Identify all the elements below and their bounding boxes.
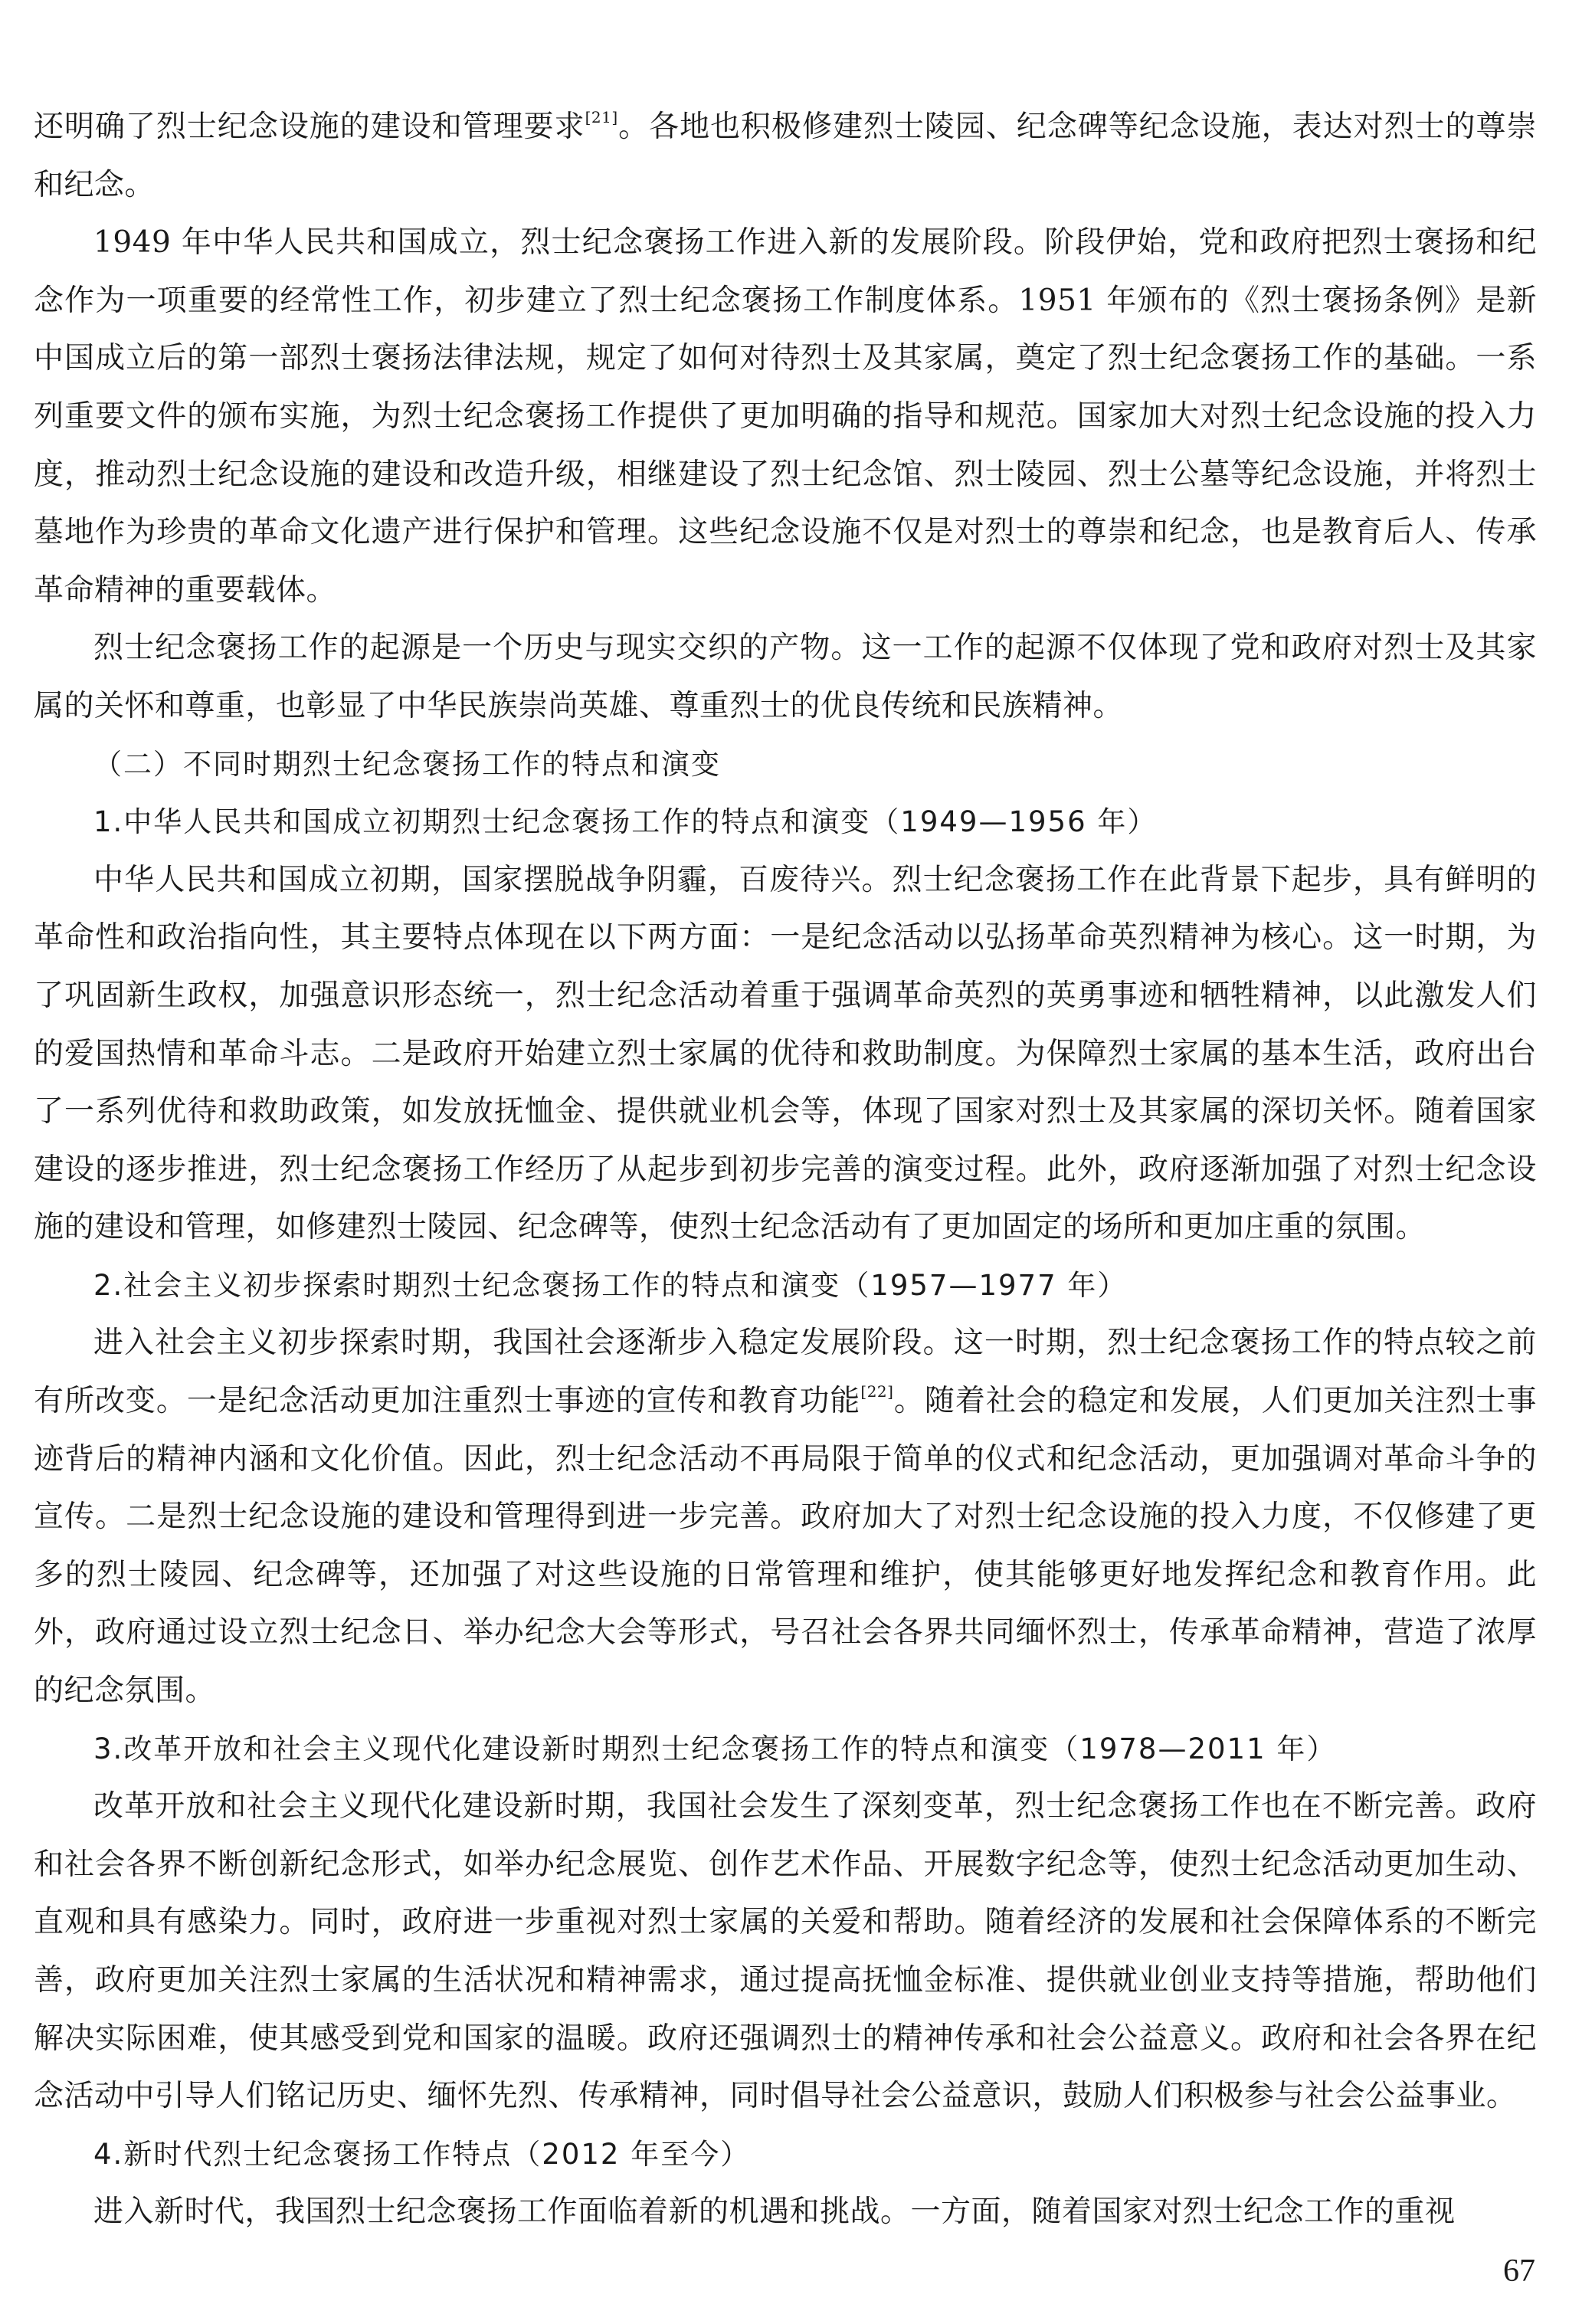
heading-text: 4.新时代烈士纪念褒扬工作特点（2012 年至今） <box>93 2137 751 2171</box>
section-heading-2 <box>34 736 1537 794</box>
text-segment: 进入社会主义初步探索时期，我国社会逐渐步入稳定发展阶段。这一时期，烈士纪念褒扬工作的特点较之前有所改变。一是纪念活动更加注重烈士事迹的宣传和教育功能 <box>34 1326 1537 1419</box>
text-segment: 。各地也积极修建烈士陵园、纪念碑等纪念设施，表达对烈士的尊崇和纪念。 <box>34 110 1537 202</box>
citation-22: [22] <box>860 1382 894 1401</box>
text-segment: 进入新时代，我国烈士纪念褒扬工作面临着新的机遇和挑战。一方面，随着国家对烈士纪念工作的重视 <box>93 2195 1456 2230</box>
text-segment: 改革开放和社会主义现代化建设新时期，我国社会发生了深刻变革，烈士纪念褒扬工作也在不断完善。政府和社会各界不断创新纪念形式，如举办纪念展览、创作艺术作品、开展数字纪念等，使烈士纪念活动更加生动、直观和具有感染力。同时，政府进一步重视对烈士家属的关爱和帮助。随着经济的发展和社会保障体系的不断完善，政府更加关注烈士家属的生活状况和精神需求，通过提高抚恤金标准、提供就业创业支持等措施，帮助他们解决实际困难，使其感受到党和国家的温暖。政府还强调烈士的精神传承和社会公益意义。政府和社会各界在纪念活动中引导人们铭记历史、缅怀先烈、传承精神，同时倡导社会公益意识，鼓励人们积极参与社会公益事业。 <box>34 1789 1537 2114</box>
article-body <box>34 98 1537 2241</box>
text-segment: 。随着社会的稳定和发展，人们更加关注烈士事迹背后的精神内涵和文化价值。因此，烈士纪念活动不再局限于简单的仪式和纪念活动，更加强调对革命斗争的宣传。二是烈士纪念设施的建设和管理得到进一步完善。政府加大了对烈士纪念设施的投入力度，不仅修建了更多的烈士陵园、纪念碑等，还加强了对这些设施的日常管理和维护，使其能够更好地发挥纪念和教育作用。此外，政府通过设立烈士纪念日、举办纪念大会等形式，号召社会各界共同缅怀烈士，传承革命精神，营造了浓厚的纪念氛围。 <box>34 1384 1537 1709</box>
paragraph-3 <box>34 619 1537 735</box>
paragraph-2 <box>34 214 1537 619</box>
paragraph-6 <box>34 1778 1537 2126</box>
text-segment: 还明确了烈士纪念设施的建设和管理要求 <box>34 110 585 144</box>
paragraph-5 <box>34 1314 1537 1719</box>
subsection-heading-3 <box>34 1720 1537 1778</box>
paragraph-7 <box>34 2183 1537 2241</box>
citation-21: [21] <box>585 108 618 126</box>
subsection-heading-4 <box>34 2126 1537 2184</box>
heading-text: （二）不同时期烈士纪念褒扬工作的特点和演变 <box>93 747 721 781</box>
paragraph-4 <box>34 851 1537 1257</box>
paragraph-1 <box>34 98 1537 214</box>
text-segment: 1949 年中华人民共和国成立，烈士纪念褒扬工作进入新的发展阶段。阶段伊始，党和政府把烈士褒扬和纪念作为一项重要的经常性工作，初步建立了烈士纪念褒扬工作制度体系。1951 年颁布的《烈士褒扬条例》是新中国成立后的第一部烈士褒扬法律法规，规定了如何对待烈士及其家属，奠定了烈士纪念褒扬工作的基础。一系列重要文件的颁布实施，为烈士纪念褒扬工作提供了更加明确的指导和规范。国家加大对烈士纪念设施的投入力度，推动烈士纪念设施的建设和改造升级，相继建设了烈士纪念馆、烈士陵园、烈士公墓等纪念设施，并将烈士墓地作为珍贵的革命文化遗产进行保护和管理。这些纪念设施不仅是对烈士的尊崇和纪念，也是教育后人、传承革命精神的重要载体。 <box>34 225 1537 608</box>
text-segment: 烈士纪念褒扬工作的起源是一个历史与现实交织的产物。这一工作的起源不仅体现了党和政府对烈士及其家属的关怀和尊重，也彰显了中华民族崇尚英雄、尊重烈士的优良传统和民族精神。 <box>34 631 1537 723</box>
subsection-heading-2 <box>34 1257 1537 1315</box>
heading-text: 1.中华人民共和国成立初期烈士纪念褒扬工作的特点和演变（1949—1956 年） <box>93 805 1158 839</box>
text-segment: 中华人民共和国成立初期，国家摆脱战争阴霾，百废待兴。烈士纪念褒扬工作在此背景下起步，具有鲜明的革命性和政治指向性，其主要特点体现在以下两方面：一是纪念活动以弘扬革命英烈精神为核心。这一时期，为了巩固新生政权，加强意识形态统一，烈士纪念活动着重于强调革命英烈的英勇事迹和牺牲精神，以此激发人们的爱国热情和革命斗志。二是政府开始建立烈士家属的优待和救助制度。为保障烈士家属的基本生活，政府出台了一系列优待和救助政策，如发放抚恤金、提供就业机会等，体现了国家对烈士及其家属的深切关怀。随着国家建设的逐步推进，烈士纪念褒扬工作经历了从起步到初步完善的演变过程。此外，政府逐渐加强了对烈士纪念设施的建设和管理，如修建烈士陵园、纪念碑等，使烈士纪念活动有了更加固定的场所和更加庄重的氛围。 <box>34 862 1537 1245</box>
subsection-heading-1 <box>34 793 1537 851</box>
page-number: 67 <box>1503 2254 1535 2289</box>
heading-text: 2.社会主义初步探索时期烈士纪念褒扬工作的特点和演变（1957—1977 年） <box>93 1268 1128 1302</box>
heading-text: 3.改革开放和社会主义现代化建设新时期烈士纪念褒扬工作的特点和演变（1978—2011 年） <box>93 1732 1337 1765</box>
